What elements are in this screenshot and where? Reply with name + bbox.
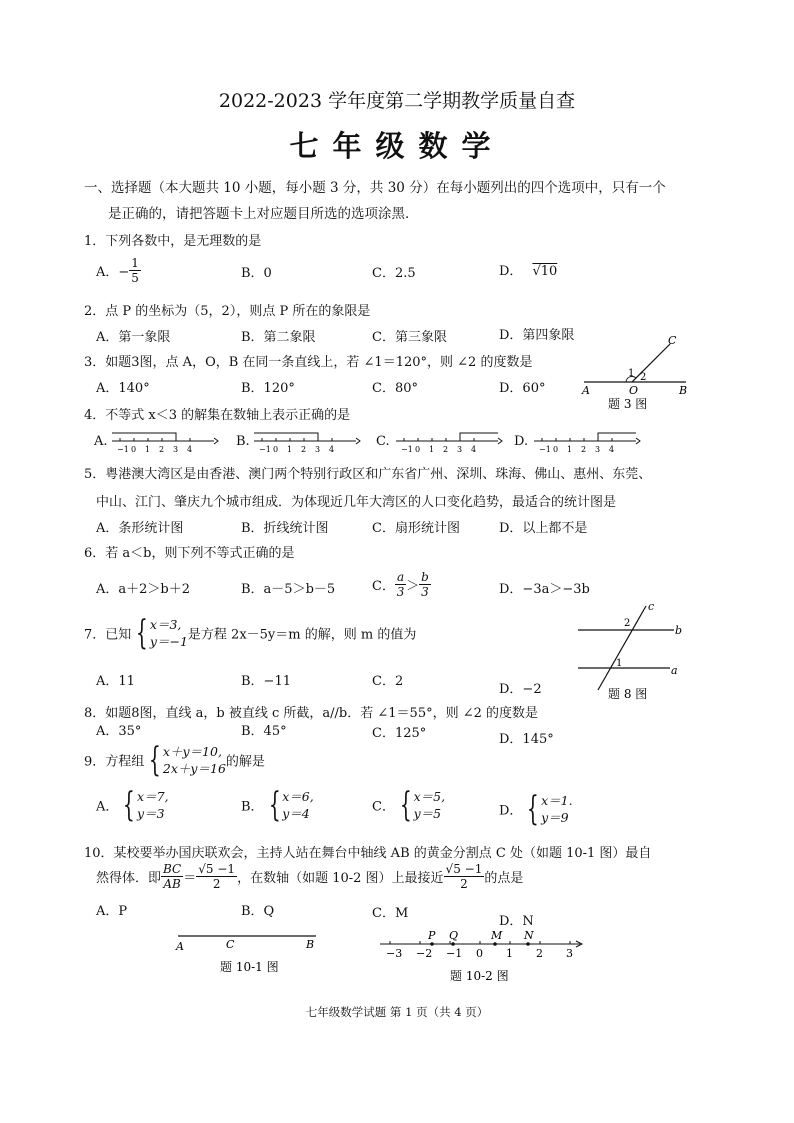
number-line-tick-label: 2 xyxy=(581,445,587,454)
q8-label-c: c xyxy=(648,600,655,613)
q10-axis-tick-label: 3 xyxy=(566,947,573,960)
q7-option-a: A．11 xyxy=(96,674,135,689)
number-line-tick-label: 3 xyxy=(173,445,179,454)
q9-option-b: B． { x＝6, y＝4 xyxy=(241,785,314,825)
q9-stem: 9．方程组 { x＋y＝10, 2x＋y＝16 的解是 xyxy=(84,740,265,780)
q3-angle-2: 2 xyxy=(640,372,647,383)
q4-number-line-a xyxy=(110,427,220,455)
q7-option-b: B．−11 xyxy=(241,674,291,689)
number-line-tick-label: −1 xyxy=(259,445,271,454)
q7-option-c: C．2 xyxy=(372,674,404,689)
q6-stem: 6．若 a＜b，则下列不等式正确的是 xyxy=(84,546,295,561)
q10-point-label-q: Q xyxy=(449,929,459,942)
number-line-tick-label: 2 xyxy=(443,445,449,454)
number-line-tick-label: −1 xyxy=(401,445,413,454)
q10-figure-2 xyxy=(376,924,586,984)
exam-title: 2022-2023 学年度第二学期教学质量自查 xyxy=(218,90,576,112)
q10-fig2-caption: 题 10-2 图 xyxy=(450,969,509,983)
number-line-tick-label: −1 xyxy=(117,445,129,454)
q7-stem: 7．已知 { x＝3, y＝−1 是方程 2x－5y＝m 的解，则 m 的值为 xyxy=(84,613,417,653)
q10-stem-line2: 然得体．即 $\frac{BC}{AB}$ ＝ $\frac{√5 -1}{2}$ ，在数轴（如题 10-2 图）上最接近 $\frac{√5 -1}{2}$ 的点是 xyxy=(96,862,524,891)
number-line-tick-label: 4 xyxy=(471,445,477,454)
number-line-tick-label: 4 xyxy=(329,445,335,454)
q10-point-n xyxy=(526,942,530,946)
number-line-tick-label: 4 xyxy=(609,445,615,454)
q8-caption: 题 8 图 xyxy=(608,687,648,701)
q10-fig1-label-a: A xyxy=(176,940,184,953)
number-line-tick-label: 2 xyxy=(159,445,165,454)
q2-option-c: C．第三象限 xyxy=(372,330,447,345)
q1-option-a xyxy=(96,256,141,285)
q7-system: { x＝3, y＝−1 xyxy=(136,613,188,653)
q3-ray-oc xyxy=(632,344,670,382)
q5-option-b: B．折线统计图 xyxy=(241,521,329,536)
q2-option-a: A．第一象限 xyxy=(96,330,171,345)
q6-option-a: A．a＋2＞b＋2 xyxy=(96,582,191,597)
q10-axis-tick-label: 1 xyxy=(506,947,513,960)
q4-option-c-label: C. xyxy=(376,434,390,449)
q9-option-c: C． { x＝5, y＝5 xyxy=(372,785,446,825)
q5-stem-line2: 中山、江门、肇庆九个城市组成．为体现近几年大湾区的人口变化趋势，最适合的统计图是 xyxy=(96,495,617,510)
number-line-tick-label: 0 xyxy=(273,445,279,454)
q4-option-a-label: A. xyxy=(94,434,108,449)
q8-angle-1: 1 xyxy=(616,658,623,669)
q8-label-a: a xyxy=(671,664,678,677)
q5-stem-line1: 5．粤港澳大湾区是由香港、澳门两个特别行政区和广东省广州、深圳、珠海、佛山、惠州、东莞、 xyxy=(84,467,652,482)
q3-label-o: O xyxy=(629,384,639,397)
q9-option-d: D． { x＝1. y＝9 xyxy=(499,789,573,829)
q3-option-d: D．60° xyxy=(499,381,546,396)
q3-option-c: C．80° xyxy=(372,381,418,396)
q1-option-a-fraction: $\frac{1}{5}$ xyxy=(131,256,139,285)
q8-option-d: D．145° xyxy=(499,732,554,747)
q4-option-b-label: B. xyxy=(236,434,250,449)
page-footer: 七年级数学试题 第 1 页（共 4 页） xyxy=(305,1005,489,1019)
solution-ray-right xyxy=(460,433,498,441)
number-line-tick-label: 3 xyxy=(315,445,321,454)
q10-option-b: B．Q xyxy=(241,904,275,919)
q1-option-a-label: A．− xyxy=(96,265,130,280)
q8-line-c xyxy=(598,606,646,690)
q10-point-q xyxy=(451,942,455,946)
q6-option-b: B．a－5＞b－5 xyxy=(241,582,336,597)
number-line-tick-label: 4 xyxy=(187,445,193,454)
q10-point-m xyxy=(493,942,497,946)
q10-point-label-m: M xyxy=(491,929,503,942)
number-line-tick-label: 3 xyxy=(595,445,601,454)
solution-ray-left xyxy=(112,433,176,441)
q8-angle-2: 2 xyxy=(624,618,631,629)
q4-number-line-d xyxy=(532,427,642,455)
q2-option-d: D．第四象限 xyxy=(499,328,575,343)
q7-option-d: D．−2 xyxy=(499,682,542,697)
q3-label-c: C xyxy=(668,334,677,347)
q5-option-c: C．扇形统计图 xyxy=(372,521,460,536)
q8-option-a: A．35° xyxy=(96,724,142,739)
number-line-tick-label: 2 xyxy=(301,445,307,454)
number-line-arrow xyxy=(214,438,218,444)
number-line-tick-label: 1 xyxy=(145,445,151,454)
q10-axis-tick-label: −3 xyxy=(386,947,403,960)
number-line-tick-label: 0 xyxy=(131,445,137,454)
number-line-tick-label: 1 xyxy=(567,445,573,454)
q3-option-a: A．140° xyxy=(96,381,150,396)
q3-label-b: B xyxy=(679,384,688,397)
q8-label-b: b xyxy=(675,624,683,637)
q10-fig1-caption: 题 10-1 图 xyxy=(220,960,279,974)
q10-point-label-p: P xyxy=(428,929,436,942)
q10-point-p xyxy=(430,942,434,946)
q9-system: { x＋y＝10, 2x＋y＝16 xyxy=(149,740,226,780)
q5-option-d: D．以上都不是 xyxy=(499,521,588,536)
q3-figure xyxy=(578,334,690,412)
q10-point-label-n: N xyxy=(524,929,534,942)
q8-stem: 8．如题8图，直线 a，b 被直线 c 所截，a//b．若 ∠1＝55°，则 ∠2 的度数是 xyxy=(84,706,539,721)
q9-option-a: A． { x＝7, y＝3 xyxy=(96,785,169,825)
q6-option-c: C． $\frac{a}{3}$ ＞ $\frac{b}{3}$ xyxy=(372,570,429,599)
number-line-arrow xyxy=(356,438,360,444)
q10-axis-tick-label: 0 xyxy=(476,947,483,960)
solution-ray-left xyxy=(254,433,318,441)
section-instructions-line2: 是正确的，请把答题卡上对应题目所选的选项涂黑． xyxy=(108,206,419,222)
q2-stem: 2．点 P 的坐标为（5，2），则点 P 所在的象限是 xyxy=(84,304,371,319)
q10-fig1-label-c: C xyxy=(226,938,235,951)
q10-axis-tick-label: −2 xyxy=(416,947,433,960)
q8-option-b: B．45° xyxy=(241,724,287,739)
q8-option-c: C．125° xyxy=(372,726,427,741)
q4-number-line-b xyxy=(252,427,362,455)
q4-stem: 4．不等式 x＜3 的解集在数轴上表示正确的是 xyxy=(84,408,351,423)
section-instructions-line1: 一、选择题（本大题共 10 小题，每小题 3 分，共 30 分）在每小题列出的四个选项中，只有一个 xyxy=(84,180,666,196)
q10-option-d: D．N xyxy=(499,914,534,929)
q3-caption: 题 3 图 xyxy=(608,397,648,411)
number-line-tick-label: 1 xyxy=(287,445,293,454)
solution-ray-right xyxy=(598,433,636,441)
q4-number-line-c xyxy=(394,427,504,455)
q1-option-b: B．0 xyxy=(241,266,272,281)
q3-label-a: A xyxy=(582,384,590,397)
q2-option-b: B．第二象限 xyxy=(241,330,316,345)
number-line-tick-label: 1 xyxy=(429,445,435,454)
number-line-arrow xyxy=(636,438,640,444)
q10-stem-line1: 10．某校要举办国庆联欢会，主持人站在舞台中轴线 AB 的黄金分割点 C 处（如题 10-1 图）最自 xyxy=(84,846,652,861)
exam-subject: 七年级数学 xyxy=(289,129,505,163)
q1-stem: 1．下列各数中，是无理数的是 xyxy=(84,234,262,249)
number-line-tick-label: 0 xyxy=(415,445,421,454)
q3-option-b: B．120° xyxy=(241,381,295,396)
q6-option-d: D．−3a＞−3b xyxy=(499,582,590,597)
q4-option-d-label: D. xyxy=(514,434,529,449)
number-line-tick-label: 0 xyxy=(553,445,559,454)
number-line-arrow xyxy=(498,438,502,444)
q8-figure xyxy=(574,600,686,702)
q3-stem: 3．如题3图，点 A，O，B 在同一条直线上，若 ∠1＝120°，则 ∠2 的度数是 xyxy=(84,355,533,370)
number-line-tick-label: −1 xyxy=(539,445,551,454)
q10-option-c: C．M xyxy=(372,906,409,921)
q1-option-c: C．2.5 xyxy=(372,266,416,281)
q10-option-a: A．P xyxy=(96,904,128,919)
q10-axis-tick-label: −1 xyxy=(446,947,463,960)
q10-fig1-label-b: B xyxy=(306,938,315,951)
number-line-tick-label: 3 xyxy=(457,445,463,454)
q10-axis-tick-label: 2 xyxy=(536,947,543,960)
q10-figure-1 xyxy=(170,930,330,976)
q5-option-a: A．条形统计图 xyxy=(96,521,184,536)
q3-angle-1: 1 xyxy=(628,368,635,379)
q1-option-d: D． √10 xyxy=(499,264,558,279)
